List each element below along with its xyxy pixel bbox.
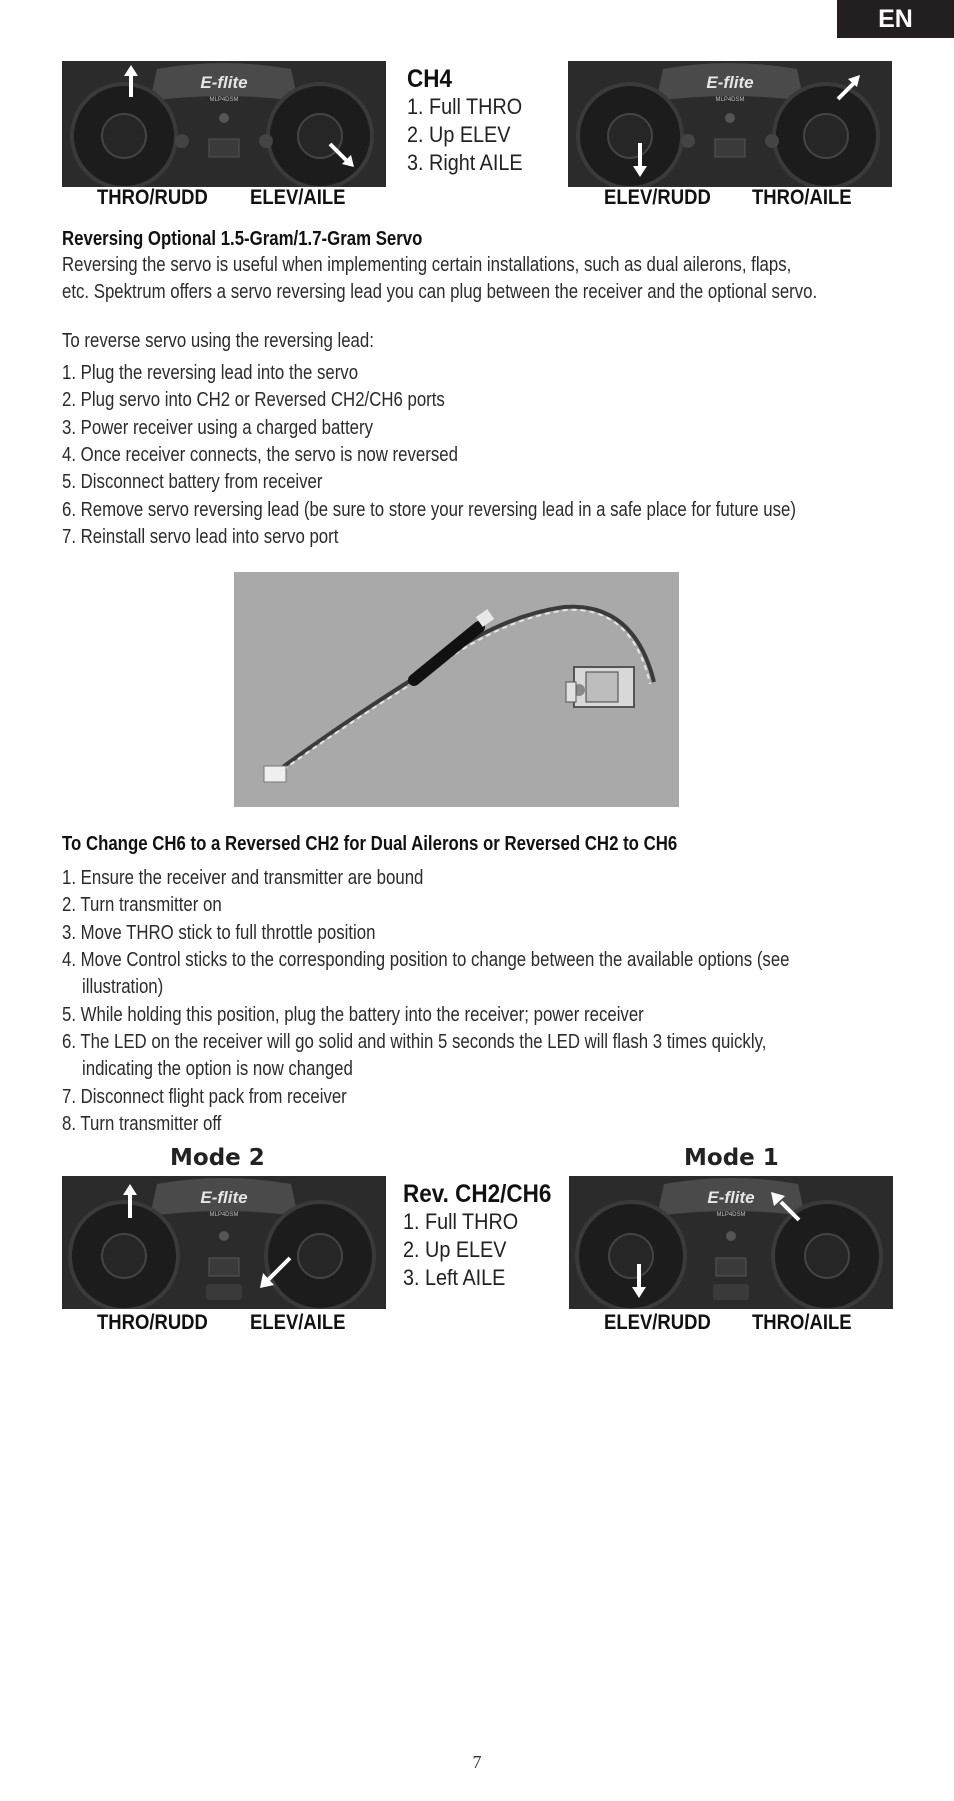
servo-reversing-lead-photo [234, 572, 679, 807]
list-item-continued: illustration) [82, 976, 164, 998]
sequence-step: 1. Full THRO [407, 94, 523, 119]
transmitter-logo: E-flite [707, 1188, 755, 1207]
transmitter-logo: E-flite [200, 1188, 248, 1207]
sequence-heading: Rev. CH2/CH6 [403, 1180, 552, 1208]
label-thro-aile: THRO/AILE [752, 186, 852, 209]
language-tab: EN [837, 0, 954, 38]
sequence-step: 2. Up ELEV [407, 122, 511, 147]
list-item: 6. The LED on the receiver will go solid and within 5 seconds the LED will flash 3 times quickly, [62, 1031, 767, 1053]
reversing-paragraph-line: etc. Spektrum offers a servo reversing lead you can plug between the receiver and the optional servo. [62, 281, 818, 303]
list-item: 3. Move THRO stick to full throttle position [62, 922, 376, 944]
transmitter-model: MLP4DSM [209, 1212, 239, 1218]
sequence-step: 3. Right AILE [407, 150, 523, 175]
transmitter-model: MLP4DSM [715, 97, 745, 103]
label-elev-rudd: ELEV/RUDD [604, 186, 711, 209]
list-item: 5. Disconnect battery from receiver [62, 471, 323, 493]
list-item: 6. Remove servo reversing lead (be sure to store your reversing lead in a safe place for future use) [62, 499, 796, 521]
sequence-step: 2. Up ELEV [403, 1237, 507, 1262]
label-elev-aile: ELEV/AILE [250, 1311, 346, 1334]
sequence-step: 1. Full THRO [403, 1209, 519, 1234]
page-number: 7 [472, 1752, 482, 1772]
transmitter-model: MLP4DSM [716, 1212, 746, 1218]
ch4-sequence [407, 65, 523, 177]
transmitter-image-mode1 [569, 1176, 893, 1309]
list-item: 4. Move Control sticks to the corresponding position to change between the available options (see [62, 949, 790, 971]
transmitter-image-mode1 [568, 61, 892, 187]
transmitter-image-mode2 [62, 61, 386, 187]
mode-1-label: Mode 1 [684, 1145, 779, 1171]
list-item: 7. Disconnect flight pack from receiver [62, 1086, 347, 1108]
list-item: 8. Turn transmitter off [62, 1113, 222, 1135]
label-elev-aile: ELEV/AILE [250, 186, 346, 209]
label-thro-aile: THRO/AILE [752, 1311, 852, 1334]
list-item: 1. Ensure the receiver and transmitter are bound [62, 867, 424, 889]
transmitter-logo: E-flite [200, 73, 248, 92]
list-item: 1. Plug the reversing lead into the servo [62, 362, 359, 384]
sequence-heading: CH4 [407, 65, 453, 93]
rev-ch2-ch6-sequence [403, 1180, 551, 1292]
label-elev-rudd: ELEV/RUDD [604, 1311, 711, 1334]
list-item: 7. Reinstall servo lead into servo port [62, 526, 339, 548]
list-item: 3. Power receiver using a charged battery [62, 417, 373, 439]
list-item: 5. While holding this position, plug the battery into the receiver; power receiver [62, 1004, 644, 1026]
list-item: 4. Once receiver connects, the servo is now reversed [62, 444, 458, 466]
transmitter-image-mode2 [62, 1176, 386, 1309]
sequence-step: 3. Left AILE [403, 1265, 506, 1290]
reversing-paragraph-line: Reversing the servo is useful when implementing certain installations, such as dual ailerons, flaps, [62, 254, 792, 276]
label-thro-rudd: THRO/RUDD [97, 1311, 208, 1334]
reversing-intro: To reverse servo using the reversing lead: [62, 330, 374, 352]
list-item: 2. Plug servo into CH2 or Reversed CH2/CH6 ports [62, 389, 445, 411]
label-thro-rudd: THRO/RUDD [97, 186, 208, 209]
change-heading: To Change CH6 to a Reversed CH2 for Dual Ailerons or Reversed CH2 to CH6 [62, 833, 678, 855]
transmitter-logo: E-flite [706, 73, 754, 92]
mode-2-label: Mode 2 [170, 1145, 265, 1171]
transmitter-model: MLP4DSM [209, 97, 239, 103]
list-item-continued: indicating the option is now changed [82, 1058, 353, 1080]
list-item: 2. Turn transmitter on [62, 894, 222, 916]
reversing-heading: Reversing Optional 1.5-Gram/1.7-Gram Servo [62, 228, 423, 250]
